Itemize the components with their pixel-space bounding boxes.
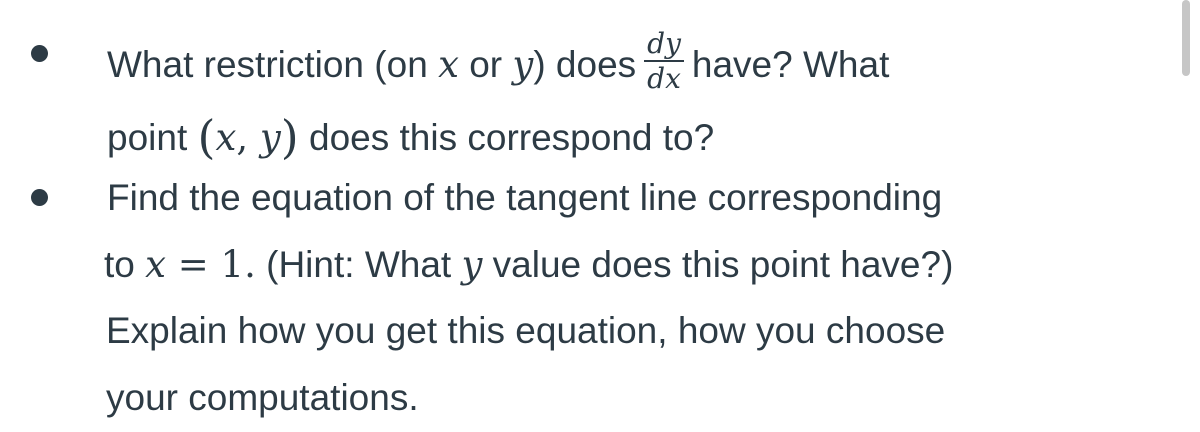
item1-text-or: or <box>458 44 513 86</box>
item2-line4-text: your computations. <box>106 377 419 418</box>
item2-num-one: 1. <box>220 243 256 286</box>
bullet-2 <box>31 189 48 206</box>
item2-line3 <box>106 312 945 349</box>
item2-text-value: value does this point have?) <box>482 244 954 285</box>
item2-var-y: y <box>461 243 483 286</box>
item1-line2 <box>107 110 715 164</box>
item2-text-to: to <box>104 244 146 285</box>
fraction-numerator: dy <box>644 29 684 62</box>
point-x: x <box>215 116 237 159</box>
item1-text-have: have? What <box>691 44 890 86</box>
item1-var-x: x <box>438 43 459 87</box>
item1-line2-text-a: point <box>107 117 198 158</box>
item2-line4 <box>106 379 419 416</box>
item2-text-hint: (Hint: What <box>255 244 462 285</box>
item2-equals: = <box>166 243 221 286</box>
point-y: y <box>259 116 281 159</box>
item2-line1 <box>107 179 942 216</box>
item1-line1 <box>107 27 890 100</box>
item2-line2 <box>104 243 954 286</box>
item1-text-does: ) does <box>533 44 637 86</box>
item1-line2-text-b: does this correspond to? <box>298 117 715 158</box>
fraction-denominator: dx <box>647 62 681 96</box>
vertical-scrollbar[interactable] <box>1182 0 1190 76</box>
item2-line1-text: Find the equation of the tangent line corresponding <box>107 177 943 218</box>
item1-var-y: y <box>512 43 534 87</box>
dy-dx-fraction <box>644 29 684 94</box>
point-paren-close: ) <box>280 110 299 164</box>
point-comma: , <box>236 116 260 159</box>
item2-line3-text: Explain how you get this equation, how you choose <box>106 310 946 351</box>
item2-var-x: x <box>145 243 167 286</box>
item1-text-a: What restriction (on <box>107 44 439 86</box>
bullet-1 <box>31 45 48 62</box>
point-paren-open: ( <box>197 110 216 164</box>
